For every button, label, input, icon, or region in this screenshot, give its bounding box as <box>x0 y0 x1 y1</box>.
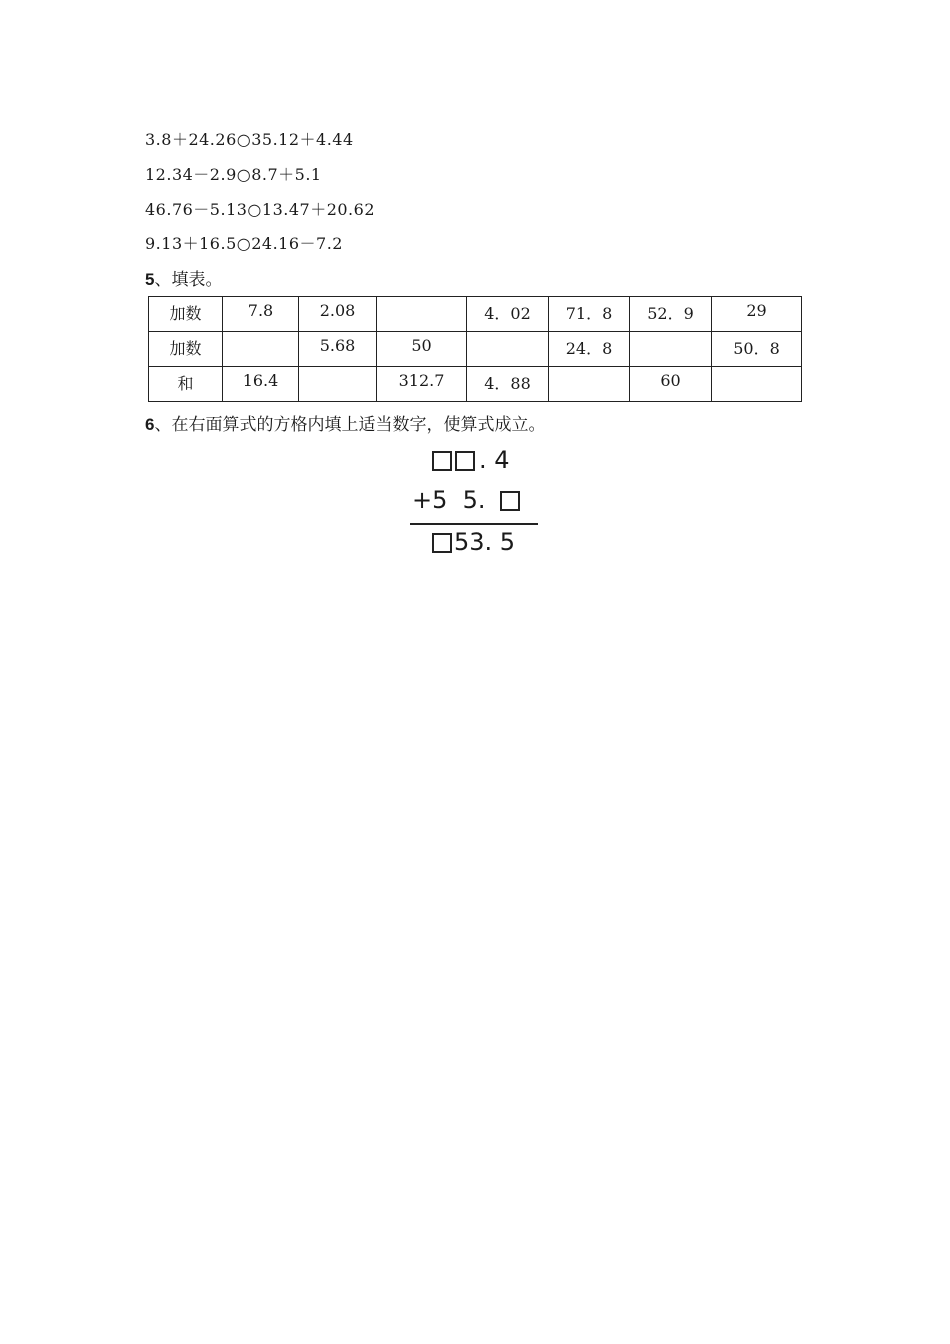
blank-box[interactable] <box>455 451 475 471</box>
blank-box[interactable] <box>432 451 452 471</box>
puzzle-row-1 <box>432 446 510 474</box>
table-row <box>149 367 802 402</box>
question-6-heading <box>145 410 545 435</box>
table-cell: 4．02 <box>467 297 549 332</box>
comparison-line-3: 46.76－5.13○13.47＋20.62 <box>145 200 376 219</box>
table-cell: 52．9 <box>630 297 712 332</box>
puzzle-row-1-tail: . 4 <box>479 446 510 474</box>
question-6-number: 6 <box>145 415 155 434</box>
table-cell: 和 <box>149 367 223 402</box>
comparison-line-4: 9.13＋16.5○24.16－7.2 <box>145 234 343 253</box>
addition-table <box>148 296 802 402</box>
puzzle-row-2-addend: +5 5. <box>412 486 486 514</box>
table-cell: 29 <box>712 297 802 332</box>
vertical-addition-puzzle <box>410 446 540 561</box>
puzzle-row-3 <box>432 528 515 556</box>
table-cell[interactable] <box>377 297 467 332</box>
table-cell: 60 <box>630 367 712 402</box>
table-cell: 16.4 <box>223 367 299 402</box>
puzzle-row-2 <box>412 486 520 514</box>
sum-line <box>410 523 538 525</box>
table-cell: 2.08 <box>299 297 377 332</box>
table-row <box>149 297 802 332</box>
table-cell[interactable] <box>467 332 549 367</box>
table-cell: 7.8 <box>223 297 299 332</box>
table-cell: 24．8 <box>549 332 630 367</box>
table-cell[interactable] <box>299 367 377 402</box>
table-cell: 4．88 <box>467 367 549 402</box>
table-cell: 312.7 <box>377 367 467 402</box>
question-5-text: 、填表。 <box>154 270 223 290</box>
table-cell: 加数 <box>149 297 223 332</box>
question-5-heading <box>145 265 222 290</box>
blank-box[interactable] <box>500 491 520 511</box>
comparison-line-2: 12.34－2.9○8.7＋5.1 <box>145 165 322 184</box>
table-cell[interactable] <box>712 367 802 402</box>
blank-box[interactable] <box>432 533 452 553</box>
table-cell[interactable] <box>630 332 712 367</box>
table-cell: 50．8 <box>712 332 802 367</box>
puzzle-row-3-tail: 53. 5 <box>454 528 516 556</box>
comparison-line-1: 3.8＋24.26○35.12＋4.44 <box>145 130 354 149</box>
table-cell[interactable] <box>549 367 630 402</box>
question-5-number: 5 <box>145 270 155 289</box>
table-cell[interactable] <box>223 332 299 367</box>
table-cell: 加数 <box>149 332 223 367</box>
table-row <box>149 332 802 367</box>
table-cell: 50 <box>377 332 467 367</box>
table-cell: 71．8 <box>549 297 630 332</box>
question-6-text: 、在右面算式的方格内填上适当数字，使算式成立。 <box>154 415 546 435</box>
table-cell: 5.68 <box>299 332 377 367</box>
